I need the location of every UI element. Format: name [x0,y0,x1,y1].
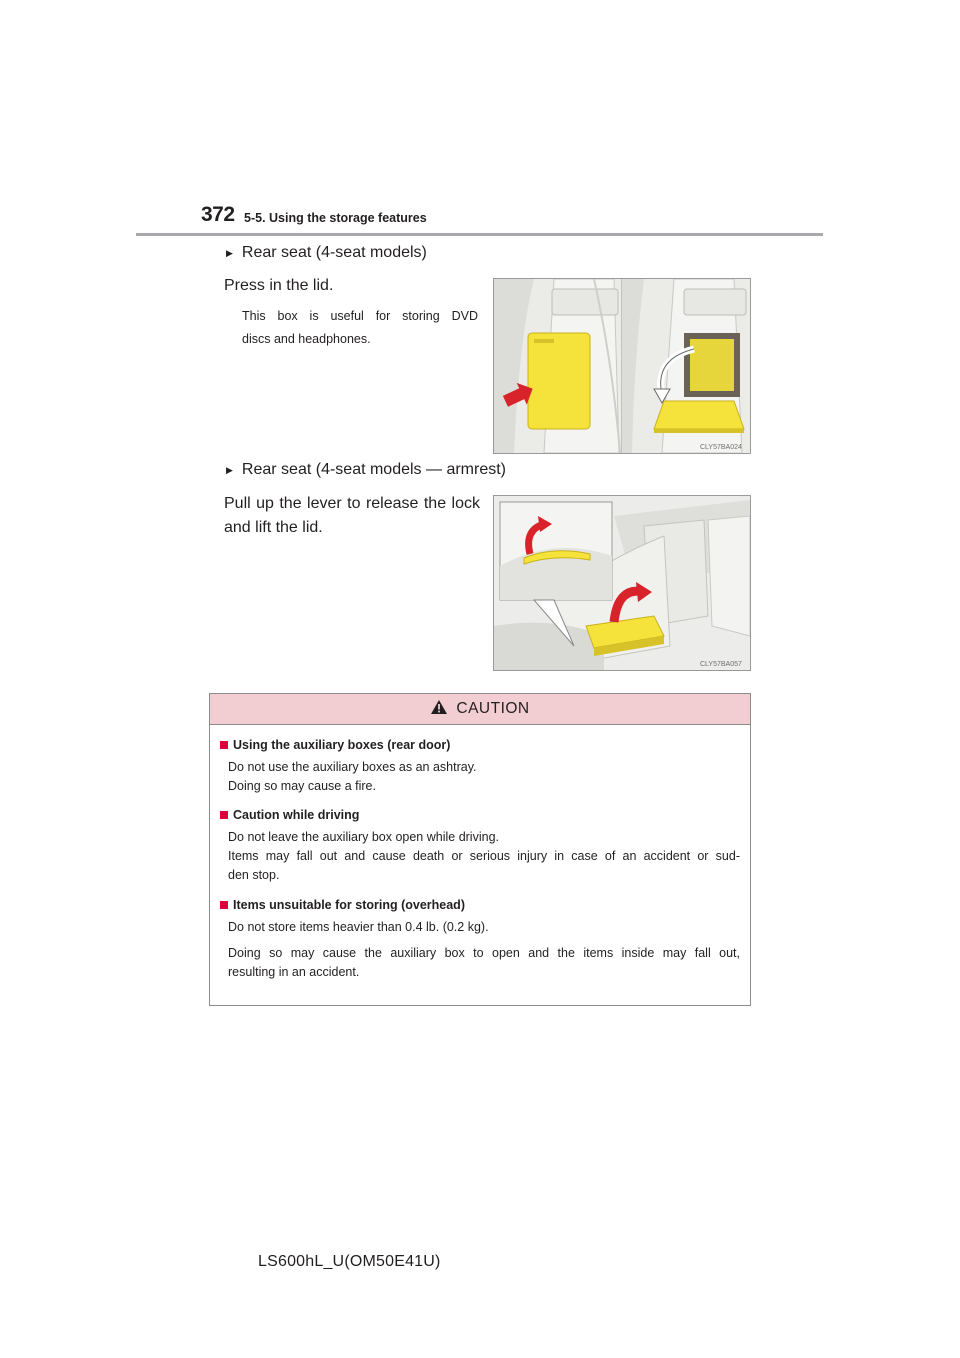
header-divider [136,233,823,236]
footer-model-code: LS600hL_U(OM50E41U) [258,1253,441,1270]
warning-icon [430,699,448,720]
caution-item-heading [220,898,740,912]
page-number: 372 [201,203,235,226]
caution-item-heading [220,738,740,752]
caution-item-text [220,918,740,982]
instruction-text: Press in the lid. [224,277,334,294]
figure-armrest-box [493,495,751,671]
caution-item-text [220,828,740,885]
caution-item [220,738,740,796]
section-heading-rear-seat [226,244,427,262]
caution-box [209,693,751,1006]
square-bullet-icon [220,901,228,909]
instruction-line: Pull up the lever to release the lock [224,495,480,512]
armrest-illustration [494,496,750,670]
square-bullet-icon [220,741,228,749]
triangle-bullet-icon: ▶ [226,464,233,475]
note-line: This box is useful for storing DVD [242,309,478,323]
instruction-line: and lift the lid. [224,519,323,536]
section-heading-text: Rear seat (4-seat models) [241,244,427,261]
caution-line: Do not leave the auxiliary box open while driving. [228,830,499,844]
triangle-bullet-icon: ▶ [226,247,233,258]
note-line: discs and headphones. [242,332,371,346]
caution-title: CAUTION [456,700,530,717]
figure-code: CLY57BA024 [700,444,742,451]
caution-line: Do not use the auxiliary boxes as an ashtray. [228,760,477,774]
caution-item [220,898,740,982]
figure-rear-seat-box [493,278,751,454]
caution-item-heading-text: Items unsuitable for storing (overhead) [233,898,465,912]
caution-item-heading-text: Using the auxiliary boxes (rear door) [233,738,451,752]
caution-header [210,694,750,725]
square-bullet-icon [220,811,228,819]
section-title: 5-5. Using the storage features [244,211,427,225]
caution-line: den stop. [228,868,280,882]
caution-line: Do not store items heavier than 0.4 lb. (0.2 kg). [228,920,489,934]
note-text [242,305,478,351]
caution-line: Doing so may cause the auxiliary box to open and the items inside may fall out, [228,946,740,960]
caution-line: Items may fall out and cause death or serious injury in case of an accident or sud- [228,849,740,863]
instruction-text [224,492,480,540]
caution-line: resulting in an accident. [228,965,360,979]
figure-code: CLY57BA057 [700,661,742,668]
caution-item [220,808,740,885]
caution-item-heading-text: Caution while driving [233,808,360,822]
rear-seat-illustration [494,279,750,453]
caution-item-text [220,758,740,796]
section-heading-armrest [226,461,506,479]
section-heading-text: Rear seat (4-seat models — armrest) [241,461,506,478]
caution-item-heading [220,808,740,822]
caution-line: Doing so may cause a fire. [228,779,376,793]
